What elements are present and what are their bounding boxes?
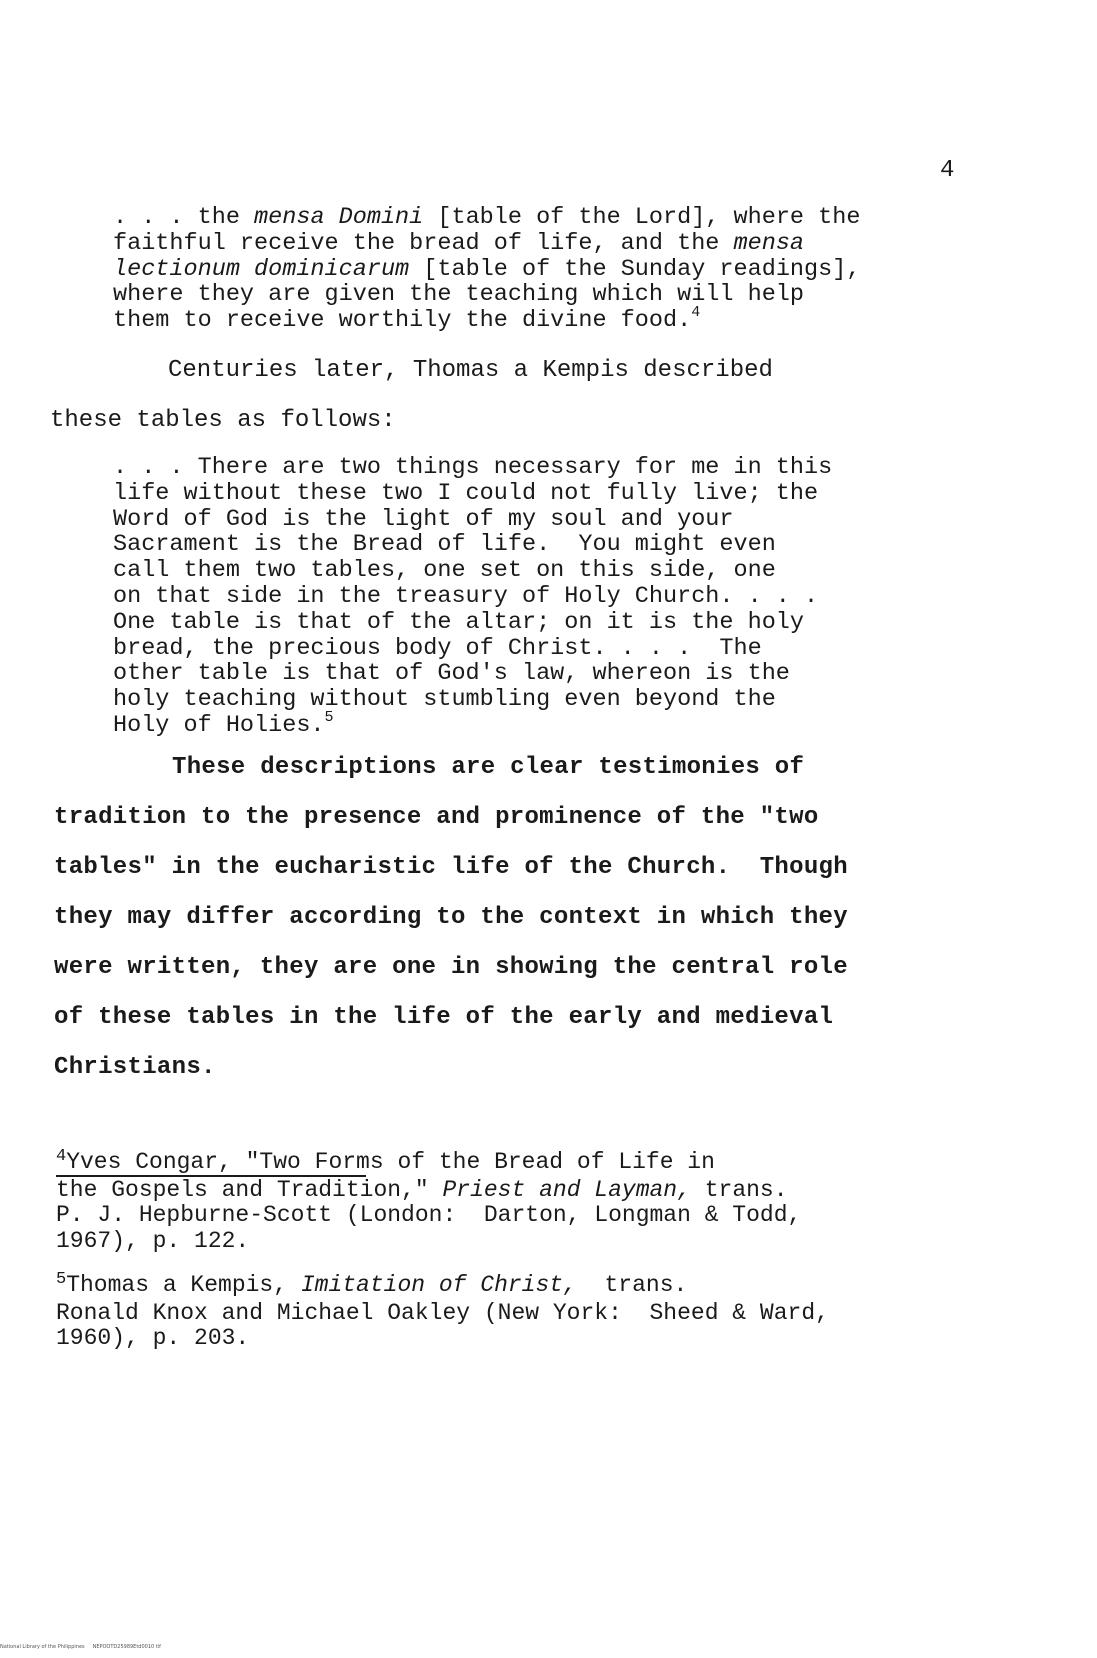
text-run: One table is that of the altar; on it is the holy bbox=[113, 608, 805, 636]
text-run: P. J. Hepburne-Scott (London: Darton, Longman & Todd, bbox=[56, 1202, 802, 1228]
footnote-marker: 5 bbox=[324, 708, 334, 726]
paragraph-line: these tables as follows: bbox=[50, 407, 396, 434]
text-line bbox=[56, 1203, 936, 1229]
text-run: other table is that of God's law, whereon is the bbox=[113, 660, 790, 688]
text-run: trans. bbox=[690, 1176, 788, 1203]
text-line bbox=[113, 455, 943, 481]
text-line bbox=[113, 304, 943, 336]
text-run: 1967), p. 122. bbox=[56, 1227, 250, 1254]
text-run: . . . the bbox=[113, 204, 255, 231]
footnote-5 bbox=[56, 1270, 936, 1352]
text-line bbox=[113, 584, 943, 610]
text-run: Yves Congar, "Two Forms of the Bread of Life in bbox=[66, 1149, 715, 1175]
italic-run: mensa bbox=[733, 229, 805, 257]
footnote-marker: 5 bbox=[56, 1270, 67, 1289]
paragraph-line: were written, they are one in showing the central role bbox=[54, 954, 848, 981]
text-run: Sacrament is the Bread of life. You might even bbox=[113, 531, 776, 559]
text-run: bread, the precious body of Christ. . . . The bbox=[113, 634, 762, 662]
text-line bbox=[113, 205, 943, 231]
text-run: life without these two I could not fully live; the bbox=[113, 479, 819, 507]
text-line bbox=[56, 1229, 936, 1255]
text-line bbox=[113, 481, 943, 507]
italic-run: lectionum dominicarum bbox=[113, 255, 410, 283]
italic-run: Imitation of Christ, bbox=[300, 1272, 577, 1298]
text-line bbox=[113, 636, 943, 662]
text-line bbox=[113, 708, 943, 741]
text-line bbox=[56, 1301, 936, 1327]
text-line bbox=[113, 507, 943, 533]
text-line bbox=[56, 1270, 936, 1301]
text-run: faithful receive the bread of life, and the bbox=[113, 229, 734, 257]
paragraph-line: Christians. bbox=[54, 1054, 216, 1081]
text-run: Ronald Knox and Michael Oakley (New York: Sheed & Ward, bbox=[56, 1299, 829, 1326]
text-run: . . . There are two things necessary for me in this bbox=[113, 454, 833, 481]
text-line bbox=[113, 558, 943, 584]
text-run: trans. bbox=[576, 1272, 688, 1298]
text-run: them to receive worthily the divine food. bbox=[113, 307, 692, 335]
text-run: 1960), p. 203. bbox=[56, 1325, 250, 1351]
text-line bbox=[113, 687, 943, 713]
footnote-marker: 4 bbox=[691, 304, 701, 322]
footnote-4 bbox=[56, 1147, 936, 1254]
text-run: [table of the Sunday readings], bbox=[409, 255, 861, 283]
block-quote-mensa bbox=[113, 205, 943, 336]
paragraph-line: of these tables in the life of the early and medieval bbox=[54, 1004, 834, 1031]
text-line bbox=[56, 1147, 936, 1178]
italic-run: mensa Domini bbox=[254, 204, 424, 231]
paragraph-line: tables" in the eucharistic life of the Church. Though bbox=[54, 854, 848, 881]
text-line bbox=[56, 1178, 936, 1204]
text-run: on that side in the treasury of Holy Church. . . . bbox=[113, 582, 819, 610]
text-line bbox=[113, 610, 943, 636]
scan-footer-meta: National Library of the Philippines NEPOOTD25989Etd0010 tif bbox=[0, 1644, 161, 1650]
block-quote-kempis bbox=[113, 455, 943, 741]
text-run: holy teaching without stumbling even beyond the bbox=[113, 686, 776, 714]
text-line bbox=[113, 282, 943, 308]
paragraph-line: they may differ according to the context in which they bbox=[54, 904, 848, 931]
text-line bbox=[56, 1326, 936, 1352]
text-run: call them two tables, one set on this side, one bbox=[113, 557, 776, 585]
italic-run: Priest and Layman, bbox=[442, 1176, 691, 1203]
text-run: the Gospels and Tradition," bbox=[56, 1176, 443, 1203]
text-line bbox=[113, 231, 943, 257]
footnote-marker: 4 bbox=[56, 1147, 67, 1166]
text-run: Thomas a Kempis, bbox=[66, 1272, 301, 1298]
paragraph-line: Centuries later, Thomas a Kempis described bbox=[168, 357, 773, 384]
paragraph-line: These descriptions are clear testimonies of bbox=[172, 754, 805, 781]
paragraph-line: tradition to the presence and prominence of the "two bbox=[54, 804, 819, 831]
text-run: Holy of Holies. bbox=[113, 711, 325, 739]
text-run: [table of the Lord], where the bbox=[423, 204, 861, 231]
text-line bbox=[113, 532, 943, 558]
text-line bbox=[113, 257, 943, 283]
text-run: where they are given the teaching which will help bbox=[113, 281, 805, 309]
text-line bbox=[113, 661, 943, 687]
text-run: Word of God is the light of my soul and your bbox=[113, 505, 734, 533]
page-number: 4 bbox=[940, 157, 955, 184]
